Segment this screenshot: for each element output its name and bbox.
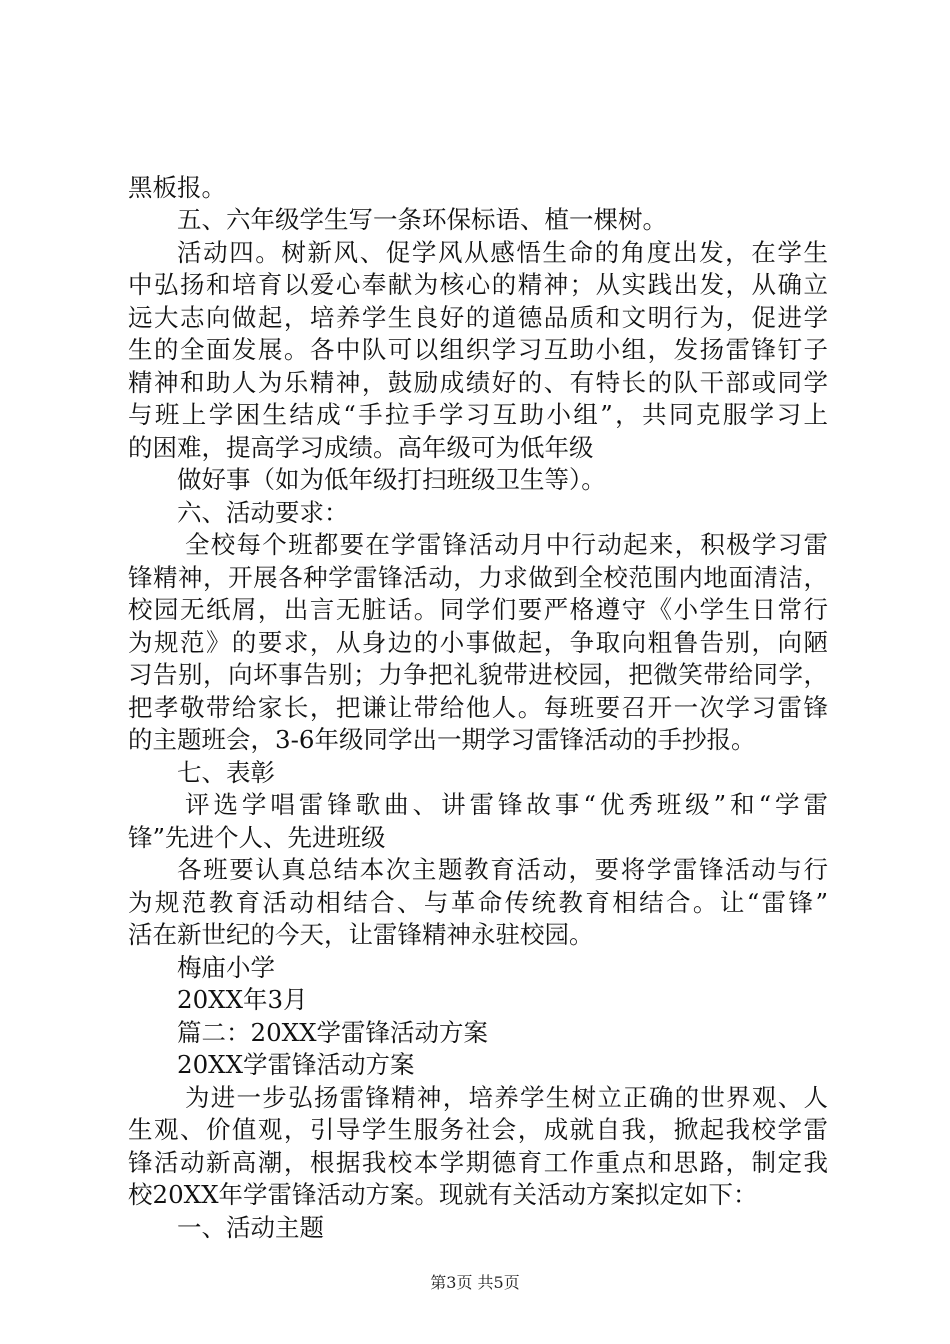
text-line: 远大志向做起，培养学生良好的道德品质和文明行为，促进学 bbox=[128, 303, 828, 332]
text-line: 锋精神，开展各种学雷锋活动，力求做到全校范围内地面清洁， bbox=[128, 563, 828, 592]
text-line: 校园无纸屑，出言无脏话。同学们要严格遵守《小学生日常行 bbox=[128, 595, 828, 624]
text-line: 校20XX年学雷锋活动方案。现就有关活动方案拟定如下： bbox=[128, 1180, 758, 1209]
text-line: 各班要认真总结本次主题教育活动，要将学雷锋活动与行 bbox=[177, 855, 828, 884]
signature-date: 20XX年3月 bbox=[177, 985, 308, 1014]
text-line: 与班上学困生结成“手拉手学习互助小组”，共同克服学习上 bbox=[128, 400, 828, 429]
text-line: 的主题班会，3-6年级同学出一期学习雷锋活动的手抄报。 bbox=[128, 725, 756, 754]
page-number-footer: 第3页 共5页 bbox=[430, 1273, 520, 1292]
text-line: 黑板报。 bbox=[128, 173, 226, 202]
text-line: 中弘扬和培育以爱心奉献为核心的精神；从实践出发，从确立 bbox=[128, 270, 828, 299]
text-line: 把孝敬带给家长，把谦让带给他人。每班要召开一次学习雷锋 bbox=[128, 693, 828, 722]
text-line: 生的全面发展。各中队可以组织学习互助小组，发扬雷锋钉子 bbox=[128, 335, 828, 364]
text-line: 生观、价值观，引导学生服务社会，成就自我，掀起我校学雷 bbox=[128, 1115, 828, 1144]
text-line: 锋”先进个人、先进班级 bbox=[128, 823, 386, 852]
section-heading: 七、表彰 bbox=[177, 758, 275, 787]
text-line: 为进一步弘扬雷锋精神，培养学生树立正确的世界观、人 bbox=[185, 1083, 828, 1112]
text-line: 活在新世纪的今天，让雷锋精神永驻校园。 bbox=[128, 920, 594, 949]
text-line: 精神和助人为乐精神，鼓励成绩好的、有特长的队干部或同学 bbox=[128, 368, 828, 397]
text-line: 活动四。树新风、促学风从感悟生命的角度出发，在学生 bbox=[177, 238, 828, 267]
text-line: 全校每个班都要在学雷锋活动月中行动起来，积极学习雷 bbox=[185, 530, 828, 559]
text-line: 五、六年级学生写一条环保标语、植一棵树。 bbox=[177, 205, 667, 234]
section-heading: 一、活动主题 bbox=[177, 1213, 324, 1242]
text-line: 习告别，向坏事告别；力争把礼貌带进校园，把微笑带给同学， bbox=[128, 660, 828, 689]
text-line: 的困难，提高学习成绩。高年级可为低年级 bbox=[128, 433, 594, 462]
text-line: 为规范》的要求，从身边的小事做起，争取向粗鲁告别，向陋 bbox=[128, 628, 828, 657]
text-line: 锋活动新高潮，根据我校本学期德育工作重点和思路，制定我 bbox=[128, 1148, 828, 1177]
document-title: 20XX学雷锋活动方案 bbox=[177, 1050, 415, 1079]
text-line: 为规范教育活动相结合、与革命传统教育相结合。让“雷锋” bbox=[128, 888, 828, 917]
signature-org: 梅庙小学 bbox=[177, 953, 275, 982]
text-line: 做好事（如为低年级打扫班级卫生等）。 bbox=[177, 465, 606, 494]
text-line: 评选学唱雷锋歌曲、讲雷锋故事“优秀班级”和“学雷 bbox=[185, 790, 828, 819]
section-heading: 六、活动要求： bbox=[177, 498, 349, 527]
section-heading: 篇二：20XX学雷锋活动方案 bbox=[177, 1018, 489, 1047]
